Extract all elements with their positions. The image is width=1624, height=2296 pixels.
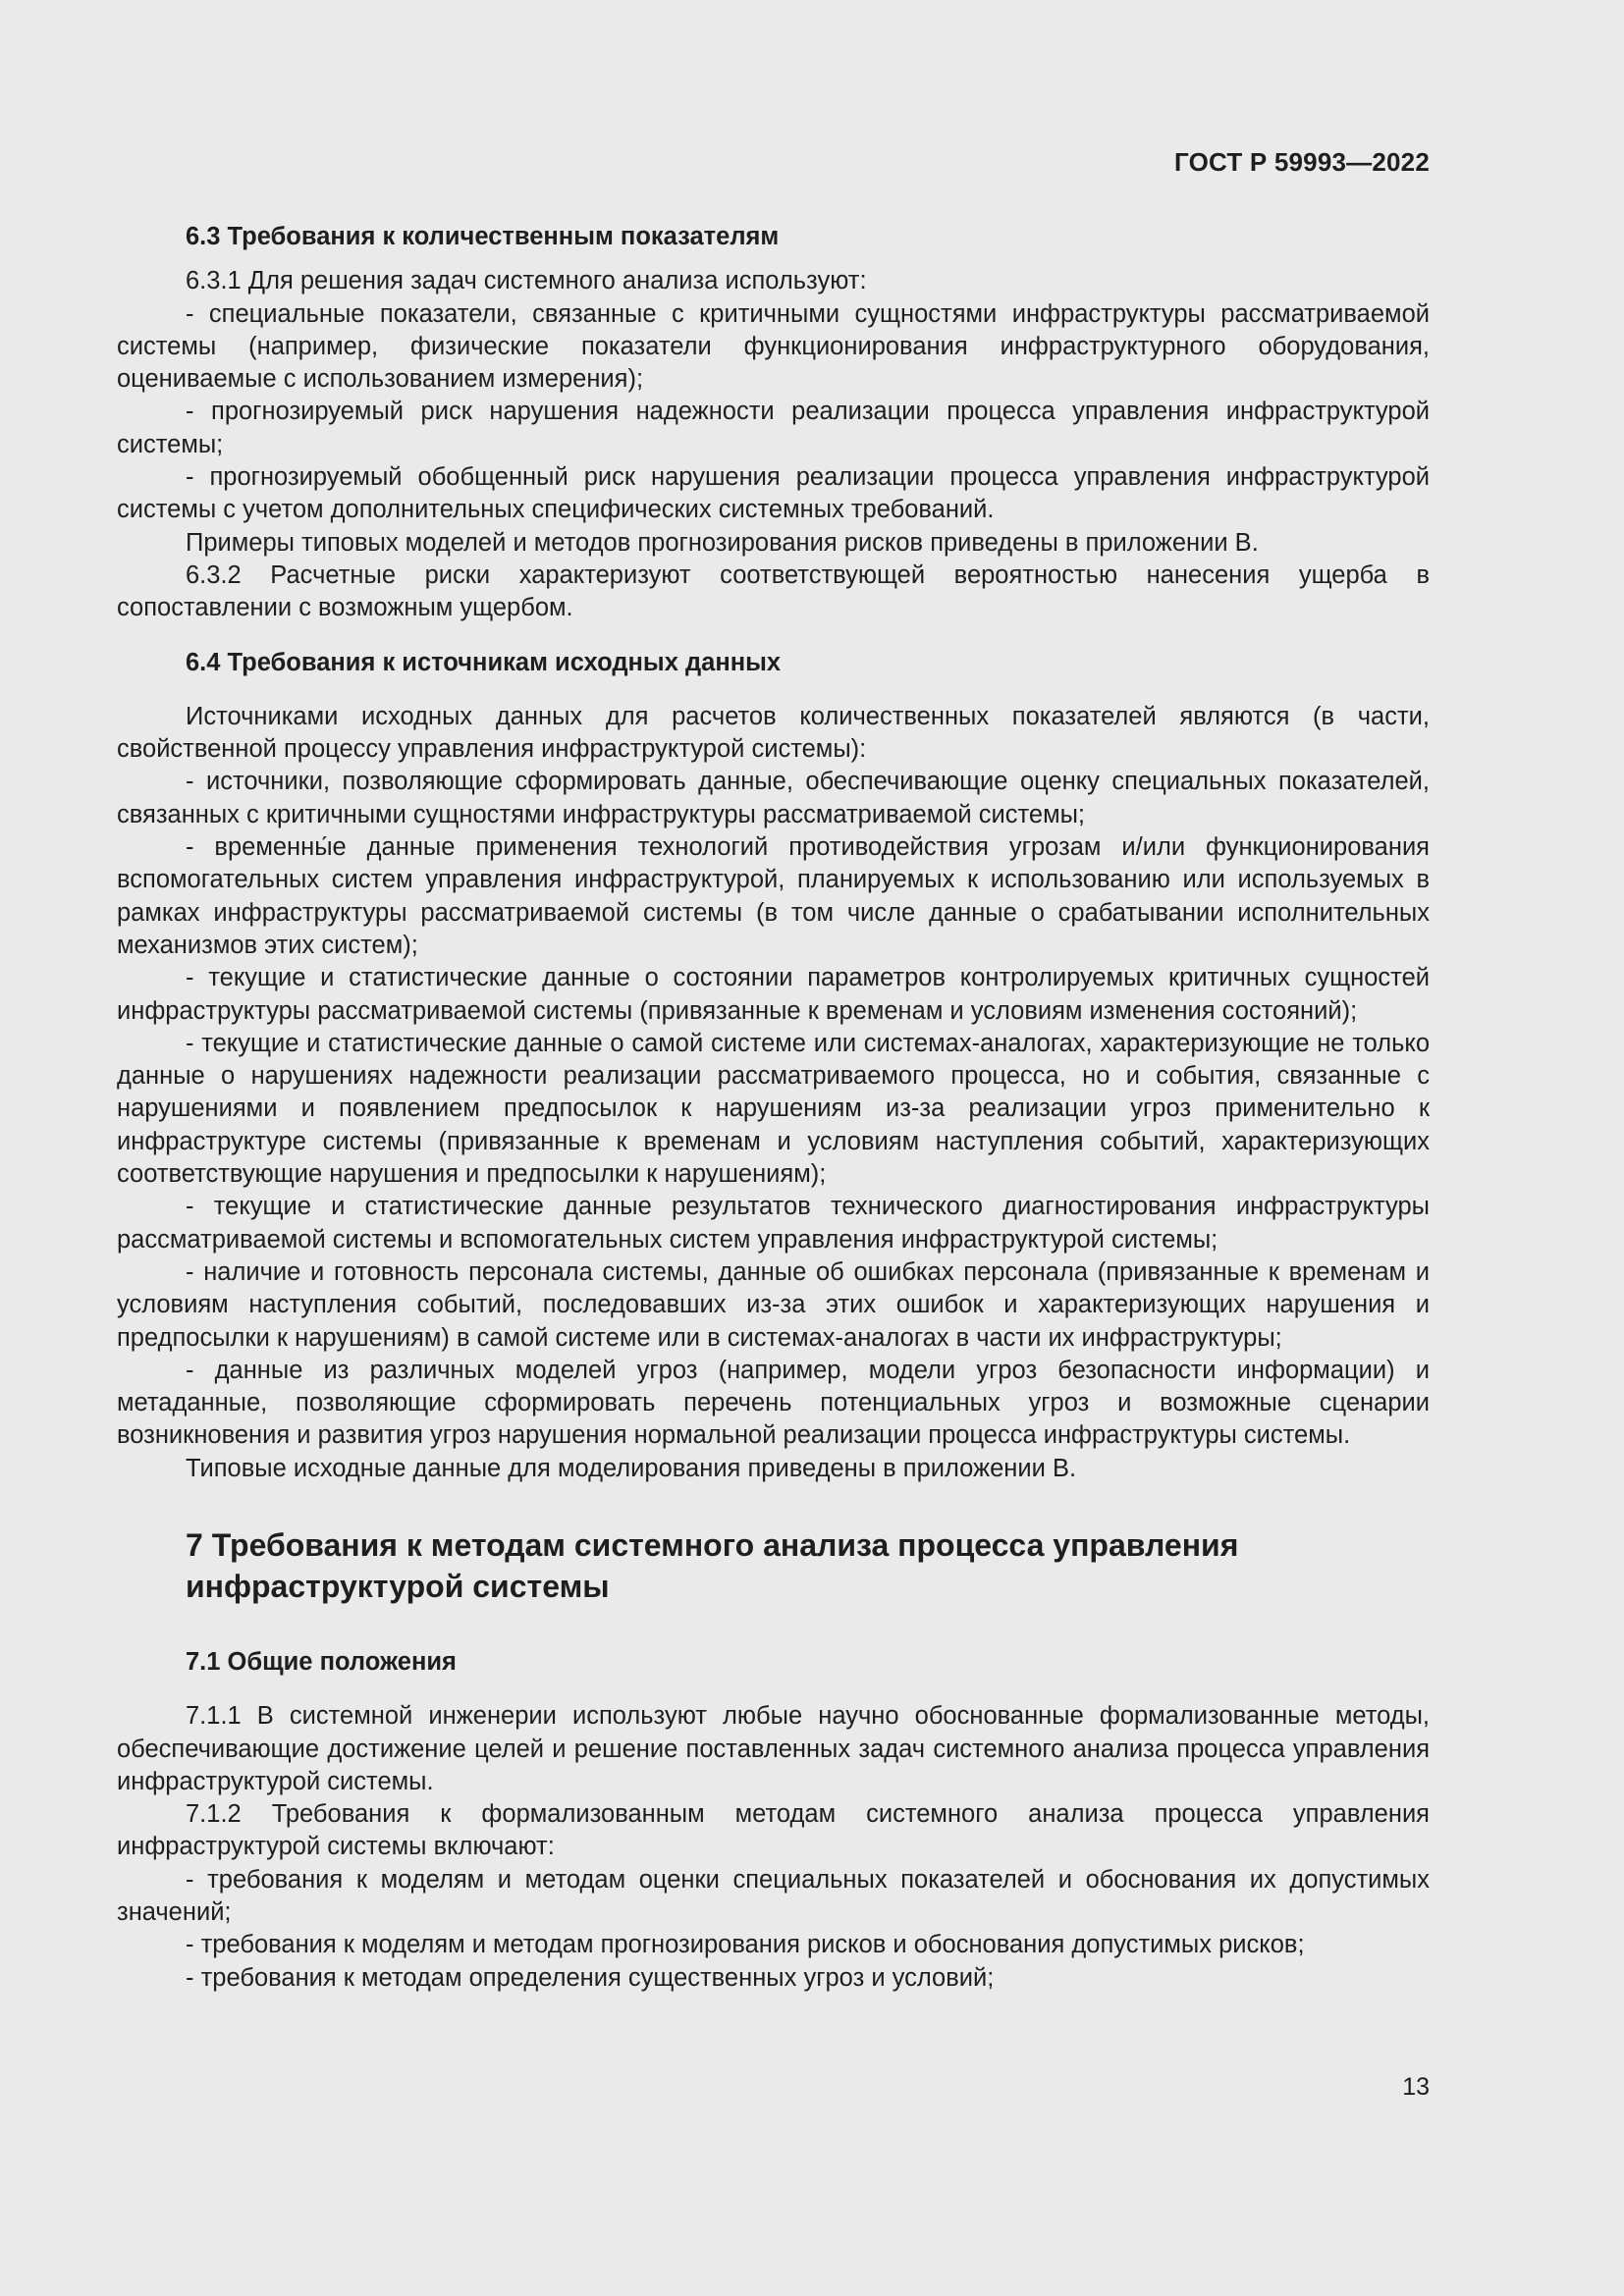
- list-item: - временны́е данные применения технологий противодействия угрозам и/или функционирования вспомогательных систем управления инфраструктурой, планируемых к использованию или используемых в рамках инфраструктуры рассматриваемой системы (в том числе данные о срабатывании исполнительных механизмов этих систем);: [117, 833, 1430, 959]
- list-item: - текущие и статистические данные результатов технического диагностирования инфраструктуры рассматриваемой системы и вспомогательных систем управления инфраструктурой системы;: [117, 1193, 1430, 1254]
- list-item: - требования к моделям и методам оценки специальных показателей и обоснования их допустимых значений;: [117, 1865, 1430, 1927]
- list-item: - наличие и готовность персонала системы, данные об ошибках персонала (привязанные к временам и условиям наступления событий, последовавших из-за этих ошибок и характеризующих нарушения и предпосылки к нарушениям) в самой системе или в системах-аналогах в части их инфраструктуры;: [117, 1257, 1430, 1352]
- paragraph: Примеры типовых моделей и методов прогнозирования рисков приведены в приложении В.: [186, 528, 1259, 557]
- section-7-1-heading: 7.1 Общие положения: [186, 1647, 457, 1676]
- list-item: - источники, позволяющие сформировать данные, обеспечивающие оценку специальных показателей, связанных с критичными сущностями инфраструктуры рассматриваемой системы;: [117, 768, 1430, 828]
- list-item: - текущие и статистические данные о состоянии параметров контролируемых критичных сущностей инфраструктуры рассматриваемой системы (привязанные к временам и условиям изменения состояний);: [117, 964, 1430, 1025]
- list-item: - данные из различных моделей угроз (например, модели угроз безопасности информации) и метаданные, позволяющие сформировать перечень потенциальных угроз и возможные сценарии возникновения и развития угроз нарушения нормальной реализации процесса инфраструктуры системы.: [117, 1356, 1430, 1450]
- document-body: [117, 221, 1430, 1995]
- paragraph: Типовые исходные данные для моделирования приведены в приложении В.: [186, 1454, 1077, 1482]
- section-7-heading: [117, 1524, 1430, 1607]
- list-item: - требования к моделям и методам прогнозирования рисков и обоснования допустимых рисков;: [186, 1931, 1305, 1959]
- list-item: - прогнозируемый обобщенный риск нарушения реализации процесса управления инфраструктурой системы с учетом дополнительных специфических системных требований.: [117, 463, 1430, 524]
- document-id-header: ГОСТ Р 59993—2022: [1174, 147, 1430, 177]
- section-7-heading-line1: 7 Требования к методам системного анализа процесса управления: [186, 1526, 1239, 1563]
- paragraph: 6.3.2 Расчетные риски характеризуют соответствующей вероятностью нанесения ущерба в сопоставлении с возможным ущербом.: [117, 561, 1430, 622]
- list-item: - текущие и статистические данные о самой системе или системах-аналогах, характеризующие не только данные о нарушениях надежности реализации рассматриваемого процесса, но и события, связанные с нарушениями и появлением предпосылок к нарушениям из-за реализации угроз применительно к инфраструктуре системы (привязанные к временам и условиям наступления событий, характеризующих соответствующие нарушения и предпосылки к нарушениям);: [117, 1029, 1430, 1189]
- paragraph: 6.3.1 Для решения задач системного анализа используют:: [186, 267, 867, 295]
- page-number: 13: [1402, 2073, 1430, 2101]
- paragraph: 7.1.1 В системной инженерии используют любые научно обоснованные формализованные методы, обеспечивающие достижение целей и решение поставленных задач системного анализа процесса управления инфраструктурой системы.: [117, 1702, 1430, 1795]
- list-item: - специальные показатели, связанные с критичными сущностями инфраструктуры рассматриваемой системы (например, физические показатели функционирования инфраструктурного оборудования, оцениваемые с использованием измерения);: [117, 299, 1430, 394]
- section-6-3-heading: 6.3 Требования к количественным показателям: [186, 223, 780, 250]
- paragraph: 7.1.2 Требования к формализованным методам системного анализа процесса управления инфраструктурой системы включают:: [117, 1800, 1430, 1861]
- section-6-4-heading: 6.4 Требования к источникам исходных данных: [186, 648, 782, 676]
- list-item: - прогнозируемый риск нарушения надежности реализации процесса управления инфраструктурой системы;: [117, 398, 1430, 458]
- section-7-heading-line2: инфраструктурой системы: [186, 1568, 610, 1604]
- paragraph: Источниками исходных данных для расчетов количественных показателей являются (в части, свойственной процессу управления инфраструктурой системы):: [117, 702, 1430, 764]
- list-item: - требования к методам определения существенных угроз и условий;: [186, 1963, 995, 1992]
